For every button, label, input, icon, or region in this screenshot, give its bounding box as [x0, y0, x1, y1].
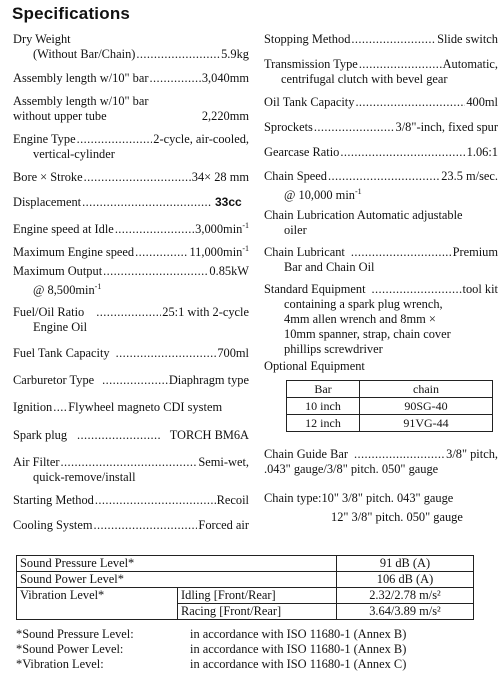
spec-value: Recoil [216, 493, 249, 507]
table-row [287, 398, 493, 415]
spec-max-speed [13, 241, 249, 260]
spec-value-cont: Engine Oil [33, 320, 88, 334]
spec-value: 2-cycle, air-cooled, [153, 132, 249, 146]
footnote: *Sound Pressure Level: in accordance with ISO 11680-1 (Annex B) [16, 627, 407, 641]
racing-label: Racing [Front/Rear] [178, 604, 337, 620]
spec-carburetor [13, 373, 249, 388]
spec-label: Chain Guide Bar [264, 447, 348, 461]
spec-label: Starting Method [13, 493, 94, 507]
spec-chain-guide-bar [264, 447, 498, 477]
spec-value: Automatic, [442, 57, 498, 71]
optional-equipment-table [286, 380, 493, 432]
spec-value: tool kit [462, 282, 498, 296]
noise-vibration-table [16, 555, 474, 620]
spec-value-cont: oiler [284, 223, 307, 237]
spec-label: Standard Equipment [264, 282, 366, 296]
spec-dry-weight [13, 32, 249, 62]
spec-value: 1.06:1 [466, 145, 498, 159]
spec-value: Flywheel magneto CDI system [68, 400, 223, 414]
spec-label: Maximum Output [13, 264, 103, 278]
spec-value: 3/8"-inch, fixed spur [395, 120, 498, 134]
spec-value: 5.9kg [221, 47, 249, 61]
spec-value: Semi-wet, [198, 455, 249, 469]
spec-chain-lubricant [264, 245, 498, 275]
table-cell: 12 inch [287, 415, 360, 432]
spec-value: 25:1 with 2-cycle [162, 305, 249, 319]
spec-value: 700ml [217, 346, 249, 360]
spec-label: Air Filter [13, 455, 60, 469]
spec-value: 400ml [466, 95, 498, 109]
spec-label: Chain Speed [264, 169, 327, 183]
spec-cooling-system [13, 518, 249, 533]
spec-max-output [13, 264, 249, 298]
spec-label: Displacement [13, 195, 82, 209]
spec-chain-type [264, 491, 498, 525]
table-header: chain [360, 381, 493, 398]
spec-air-filter [13, 455, 249, 485]
spec-value-cont: vertical-cylinder [33, 147, 115, 161]
spec-value: TORCH BM6A [169, 428, 249, 442]
table-header: Bar [287, 381, 360, 398]
spec-label: Spark plug [13, 428, 68, 442]
spec-label: Assembly length w/10" bar [13, 71, 149, 85]
spec-label: Stopping Method [264, 32, 351, 46]
spec-value-cont: @ 10,000 $\min^{-1}$ [284, 187, 362, 202]
spec-value-cont: centrifugal clutch with bevel gear [281, 72, 448, 86]
footnote: *Sound Power Level: in accordance with ISO 11680-1 (Annex B) [16, 642, 407, 656]
spec-ignition [13, 400, 249, 415]
spec-label: Sprockets [264, 120, 313, 134]
spec-label: Oil Tank Capacity [264, 95, 355, 109]
spec-value: Premium [452, 245, 498, 259]
table-row [17, 588, 474, 604]
spec-oil-tank [264, 95, 498, 110]
spec-assembly-length [13, 71, 249, 86]
spec-value-cont: .043" gauge/3/8" pitch. 050" gauge [264, 462, 439, 476]
table-cell: 10 inch [287, 398, 360, 415]
spec-value: Forced air [198, 518, 249, 532]
spec-value: $3,000\min^{-1}$ [195, 221, 249, 236]
footnote: *Vibration Level: in accordance with ISO 11680-1 (Annex C) [16, 657, 407, 671]
spec-value: 34× 28 mm [191, 170, 249, 184]
spec-engine-type [13, 132, 249, 162]
spec-idle-speed [13, 218, 249, 237]
spec-label: Chain Lubrication Automatic adjustable [264, 208, 463, 222]
spec-value-cont: @ $8,500\min^{-1}$ [33, 282, 102, 297]
spec-bore-stroke [13, 170, 249, 185]
spec-label: Dry Weight [13, 32, 71, 46]
spec-stopping-method [264, 32, 498, 47]
spec-label: Assembly length w/10" bar [13, 94, 149, 108]
vibration-label: Vibration Level* [17, 588, 178, 620]
spec-sprockets [264, 120, 498, 135]
spec-label: Carburetor Type [13, 373, 95, 387]
spec-spark-plug [13, 428, 249, 443]
spec-label: Gearcase Ratio [264, 145, 340, 159]
spec-label: Chain Lubricant [264, 245, 345, 259]
table-row [287, 415, 493, 432]
displacement-value: 33cc [215, 195, 242, 209]
spec-starting-method [13, 493, 249, 508]
sound-power-value: 106 dB (A) [337, 572, 474, 588]
table-row [17, 572, 474, 588]
table-row [17, 556, 474, 572]
spec-label: Engine Type [13, 132, 76, 146]
optional-equipment-label: Optional Equipment [264, 359, 365, 373]
spec-value-cont: 12" 3/8" pitch. 050" gauge [331, 510, 463, 524]
idling-label: Idling [Front/Rear] [178, 588, 337, 604]
spec-value: 3,040mm [201, 71, 249, 85]
racing-value: 3.64/3.89 m/s² [337, 604, 474, 620]
spec-standard-equipment: Standard Equipment ..... tool kit containing a spark plug wrench, 4mm allen wrench and 8mm × 10mm spanner, strap, chain cover phillips screwdriver [264, 282, 498, 357]
spec-value: Slide switch [437, 32, 498, 46]
spec-value: 3/8" pitch, [446, 447, 498, 461]
spec-chain-lubrication [264, 208, 498, 238]
spec-sublabel: without upper tube [13, 109, 107, 123]
spec-label: Fuel Tank Capacity [13, 346, 110, 360]
spec-label: Transmission Type [264, 57, 358, 71]
spec-fuel-tank [13, 346, 249, 361]
spec-gearcase-ratio [264, 145, 498, 160]
spec-value: 0.85kW [209, 264, 249, 278]
table-cell: 90SG-40 [360, 398, 493, 415]
spec-sublabel: (Without Bar/Chain) [33, 47, 136, 61]
spec-assembly-length-no-tube [13, 94, 249, 124]
spec-displacement [13, 195, 213, 210]
spec-value: $11,000\min^{-1}$ [189, 244, 249, 259]
sound-pressure-value: 91 dB (A) [337, 556, 474, 572]
spec-value-cont: Bar and Chain Oil [284, 260, 375, 274]
spec-value: 23.5 m/sec. [441, 169, 498, 183]
spec-label: Chain type:10" 3/8" pitch. 043" gauge [264, 491, 454, 505]
table-cell: 91VG-44 [360, 415, 493, 432]
spec-label: Cooling System [13, 518, 93, 532]
spec-label: Maximum Engine speed [13, 245, 135, 259]
spec-value-cont: quick-remove/install [33, 470, 136, 484]
spec-label: Ignition [13, 400, 53, 414]
spec-label: Engine speed at Idle [13, 222, 114, 236]
spec-label: Bore × Stroke [13, 170, 83, 184]
spec-label: Fuel/Oil Ratio [13, 305, 85, 319]
spec-fuel-oil-ratio [13, 305, 249, 335]
spec-value: 2,220mm [201, 109, 249, 123]
footnotes [16, 627, 406, 672]
page-title: Specifications [12, 4, 131, 23]
spec-transmission [264, 57, 498, 87]
spec-value: Diaphragm type [168, 373, 249, 387]
spec-chain-speed [264, 169, 498, 203]
idling-value: 2.32/2.78 m/s² [337, 588, 474, 604]
sound-power-label: Sound Power Level* [17, 572, 337, 588]
table-header-row [287, 381, 493, 398]
sound-pressure-label: Sound Pressure Level* [17, 556, 337, 572]
